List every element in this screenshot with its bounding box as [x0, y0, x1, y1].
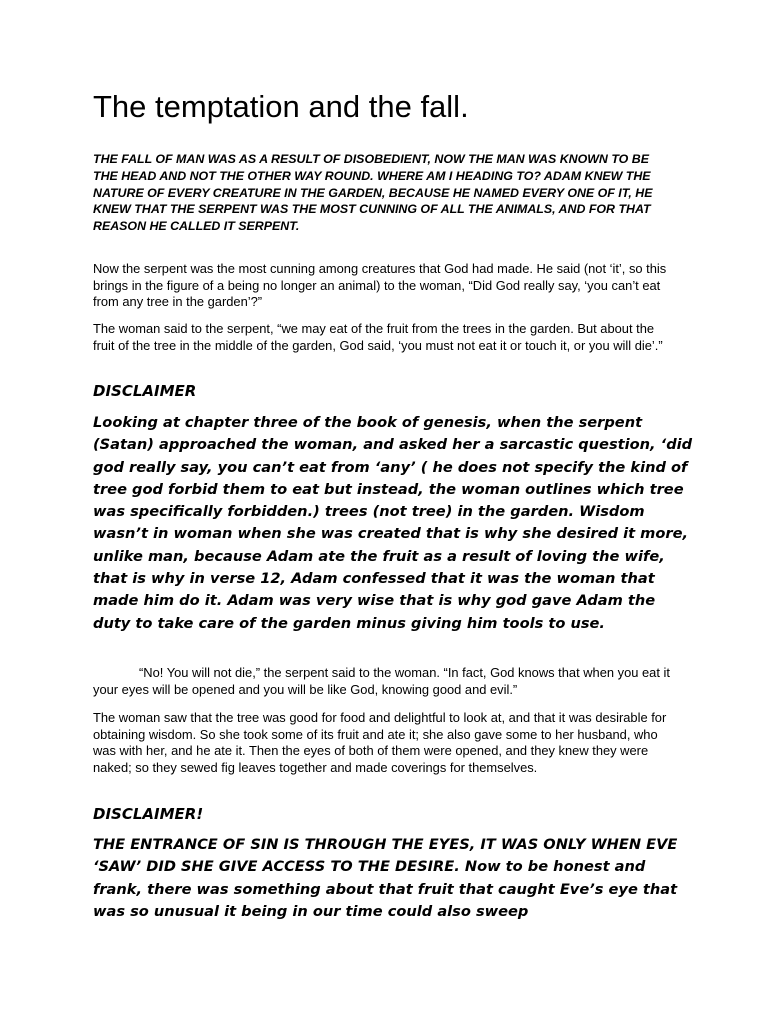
body-paragraph-4: The woman saw that the tree was good for food and delightful to look at, and that it was desirable for obtaining wisdom. So she took some of its fruit and ate it; she also gave some to her husband, who was with her, and he ate it. Then the eyes of both of them were opened, and they knew they were naked; so they sewed fig leaves together and made coverings for themselves.: [93, 710, 667, 775]
disclaimer-text-1: Looking at chapter three of the book of genesis, when the serpent (Satan) approached the woman, and asked her a sarcastic question, ‘did god really say, you can’t eat from ‘any’ ( he does not specify the kind of tree god forbid them to eat but instead, the woman outlines which tree was specifically forbidden.) trees (not tree) in the garden. Wisdom wasn’t in woman when she was created that is why she desired it more, unlike man, because Adam ate the fruit as a result of loving the wife, that is why in verse 12, Adam confessed that it was the woman that made him do it. Adam was very wise that is why god gave Adam the duty to take care of the garden minus giving him tools to use.: [93, 414, 693, 632]
body-paragraph-2: The woman said to the serpent, “we may eat of the fruit from the trees in the garden. But about the fruit of the tree in the middle of the garden, God said, ‘you must not eat it or touch it, or you will die’.”: [93, 321, 663, 353]
disclaimer-heading-1: DISCLAIMER: [93, 382, 197, 400]
disclaimer-text-2: THE ENTRANCE OF SIN IS THROUGH THE EYES, IT WAS ONLY WHEN EVE ‘SAW’ DID SHE GIVE ACCESS TO THE DESIRE. Now to be honest and frank, there was something about that fruit that caught Eve’s eye that was so unusual it being in our time could also sweep: [93, 836, 678, 920]
document-title: The temptation and the fall.: [93, 89, 469, 124]
body-paragraph-3: “No! You will not die,” the serpent said to the woman. “In fact, God knows that when you eat it your eyes will be opened and you will be like God, knowing good and evil.”: [93, 665, 670, 697]
intro-paragraph: THE FALL OF MAN WAS AS A RESULT OF DISOBEDIENT, NOW THE MAN WAS KNOWN TO BE THE HEAD AND NOT THE OTHER WAY ROUND. WHERE AM I HEADING TO? ADAM KNEW THE NATURE OF EVERY CREATURE IN THE GARDEN, BECAUSE HE NAMED EVERY ONE OF IT, HE KNEW THAT THE SERPENT WAS THE MOST CUNNING OF ALL THE ANIMALS, AND FOR THAT REASON HE CALLED IT SERPENT.: [93, 152, 653, 234]
body-paragraph-1: Now the serpent was the most cunning among creatures that God had made. He said (not ‘it’, so this brings in the figure of a being no longer an animal) to the woman, “Did God really say, ‘you can’t eat from any tree in the garden’?”: [93, 261, 667, 310]
disclaimer-heading-2: DISCLAIMER!: [93, 805, 204, 823]
